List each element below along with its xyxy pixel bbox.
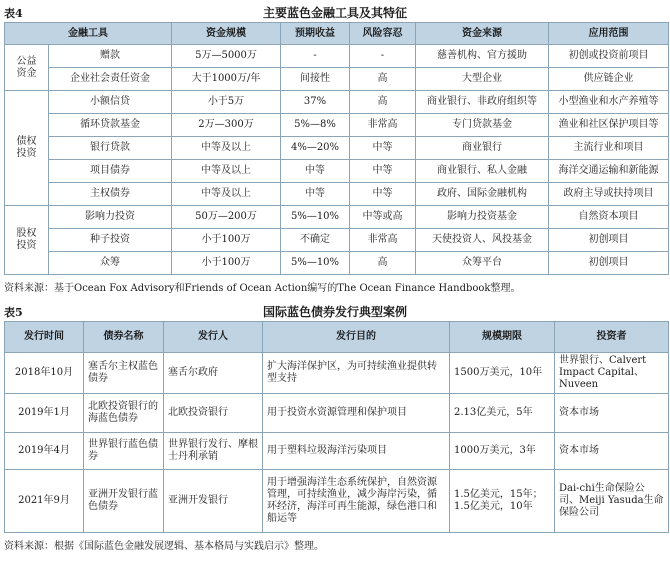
table-cell: 初创项目 (549, 252, 669, 275)
table-cell: 企业社会责任资金 (49, 68, 172, 91)
table-cell: 中等及以上 (172, 183, 281, 206)
table-cell: 2万—300万 (172, 114, 281, 137)
table-row (5, 252, 669, 275)
table-cell: 中等或高 (350, 206, 416, 229)
table-cell: Dai-chi生命保险公司、Meiji Yasuda生命保险公司 (555, 470, 669, 533)
table-cell: 渔业和社区保护项目等 (549, 114, 669, 137)
table-cell: 种子投资 (49, 229, 172, 252)
table-row (5, 160, 669, 183)
table-cell: 中等 (350, 183, 416, 206)
table-cell: 亚洲开发银行蓝色债券 (84, 470, 164, 533)
table-cell: 世界银行、Calvert Impact Capital、Nuveen (555, 353, 669, 394)
table-cell: 大于1000万/年 (172, 68, 281, 91)
table-cell: 不确定 (281, 229, 350, 252)
table-row (5, 229, 669, 252)
blue-finance-instruments-table (4, 22, 669, 275)
table-cell: 小于100万 (172, 229, 281, 252)
header-cell: 发行人 (164, 322, 263, 353)
table-row (5, 353, 669, 394)
header-cell: 金融工具 (5, 23, 172, 45)
table5-title-row (0, 299, 670, 321)
table-cell: 2019年4月 (5, 433, 84, 470)
table5-title: 国际蓝色债券发行典型案例 (262, 305, 407, 319)
table-cell: 世界银行发行、摩根士丹利承销 (164, 433, 263, 470)
table-cell: 用于增强海洋生态系统保护，自然资源管理，可持续渔业，减少海岸污染，循环经济，海洋可再生能源，绿色港口和船运等 (263, 470, 450, 533)
table-cell: 专门贷款基金 (416, 114, 549, 137)
table4-source-note: 资料来源：基于Ocean Fox Advisory和Friends of Ocean Action编写的The Ocean Finance Handbook整理。 (4, 283, 521, 294)
header-cell: 规模期限 (450, 322, 555, 353)
table-cell: 小于5万 (172, 91, 281, 114)
table-cell: 高 (350, 91, 416, 114)
table5-label: 表5 (4, 306, 23, 319)
blue-bond-cases-table (4, 321, 669, 533)
table-cell: 中等及以上 (172, 137, 281, 160)
category-cell: 股权投资 (5, 206, 49, 275)
table-row (5, 470, 669, 533)
header-cell: 预期收益 (281, 23, 350, 45)
table-cell: 5万—5000万 (172, 45, 281, 68)
table5-source-note: 资料来源：根据《国际蓝色金融发展逻辑、基本格局与实践启示》整理。 (4, 541, 324, 552)
table5-header-row (5, 322, 669, 353)
table-cell: 小于100万 (172, 252, 281, 275)
table-cell: 初创或投资前项目 (549, 45, 669, 68)
table-cell: 资本市场 (555, 394, 669, 433)
table-row (5, 91, 669, 114)
table-cell: 众筹 (49, 252, 172, 275)
table-cell: 2021年9月 (5, 470, 84, 533)
table-cell: 37% (281, 91, 350, 114)
table4-title-row (0, 0, 670, 22)
category-cell: 债权投资 (5, 91, 49, 206)
table-cell: 5%—10% (281, 206, 350, 229)
table-cell: 商业银行、非政府组织等 (416, 91, 549, 114)
table-cell: 中等及以上 (172, 160, 281, 183)
table-cell: 初创项目 (549, 229, 669, 252)
header-cell: 资金规模 (172, 23, 281, 45)
header-cell: 应用范围 (549, 23, 669, 45)
table-cell: 项目债券 (49, 160, 172, 183)
table-cell: 商业银行、私人金融 (416, 160, 549, 183)
table-cell: 2.13亿美元，5年 (450, 394, 555, 433)
table-cell: 高 (350, 68, 416, 91)
table-cell: 1500万美元，10年 (450, 353, 555, 394)
table-cell: 供应链企业 (549, 68, 669, 91)
header-cell: 投资者 (555, 322, 669, 353)
table4-header-row (5, 23, 669, 45)
table-cell: 北欧投资银行的海蓝色债券 (84, 394, 164, 433)
table4-title: 主要蓝色金融工具及其特征 (262, 6, 407, 20)
table-cell: 2019年1月 (5, 394, 84, 433)
table-row (5, 137, 669, 160)
table4-label: 表4 (4, 7, 23, 20)
table-cell: 亚洲开发银行 (164, 470, 263, 533)
table-cell: 扩大海洋保护区，为可持续渔业提供转型支持 (263, 353, 450, 394)
table-cell: 政府主导或扶持项目 (549, 183, 669, 206)
table-cell: 赠款 (49, 45, 172, 68)
category-cell: 公益资金 (5, 45, 49, 91)
table-cell: 循环贷款基金 (49, 114, 172, 137)
table-cell: 小型渔业和水产养殖等 (549, 91, 669, 114)
table-row (5, 68, 669, 91)
table-cell: 5%—8% (281, 114, 350, 137)
table-cell: 中等 (281, 183, 350, 206)
table-cell: 5%—10% (281, 252, 350, 275)
table-cell: 影响力投资 (49, 206, 172, 229)
table-cell: 世界银行蓝色债券 (84, 433, 164, 470)
table-cell: 1000万美元，3年 (450, 433, 555, 470)
table-cell: 塞舌尔政府 (164, 353, 263, 394)
table-cell: 50万—200万 (172, 206, 281, 229)
table-cell: 1.5亿美元，15年；1.5亿美元，10年 (450, 470, 555, 533)
table-cell: 高 (350, 252, 416, 275)
table-cell: - (350, 45, 416, 68)
table-cell: 众筹平台 (416, 252, 549, 275)
table-cell: 用于塑料垃圾海洋污染项目 (263, 433, 450, 470)
table-cell: 慈善机构、官方援助 (416, 45, 549, 68)
table-cell: 银行贷款 (49, 137, 172, 160)
table-row (5, 394, 669, 433)
table-cell: 北欧投资银行 (164, 394, 263, 433)
table-cell: 4%—20% (281, 137, 350, 160)
header-cell: 发行目的 (263, 322, 450, 353)
table-cell: 2018年10月 (5, 353, 84, 394)
header-cell: 发行时间 (5, 322, 84, 353)
table-row (5, 45, 669, 68)
table-row (5, 206, 669, 229)
table-cell: 影响力投资基金 (416, 206, 549, 229)
table-cell: 间接性 (281, 68, 350, 91)
table-cell: 中等 (281, 160, 350, 183)
table-cell: 非常高 (350, 229, 416, 252)
table-cell: 自然资本项目 (549, 206, 669, 229)
table-cell: 小额信贷 (49, 91, 172, 114)
table-row (5, 114, 669, 137)
table-row (5, 433, 669, 470)
table-cell: 主权债券 (49, 183, 172, 206)
header-cell: 资金来源 (416, 23, 549, 45)
table-cell: 中等 (350, 160, 416, 183)
table-cell: 天使投资人、风投基金 (416, 229, 549, 252)
table-cell: 塞舌尔主权蓝色债券 (84, 353, 164, 394)
table-row (5, 183, 669, 206)
table-cell: 用于投资水资源管理和保护项目 (263, 394, 450, 433)
table-cell: 资本市场 (555, 433, 669, 470)
table-cell: 海洋交通运输和新能源 (549, 160, 669, 183)
table-cell: 非常高 (350, 114, 416, 137)
table-cell: - (281, 45, 350, 68)
header-cell: 债券名称 (84, 322, 164, 353)
header-cell: 风险容忍 (350, 23, 416, 45)
table-cell: 商业银行 (416, 137, 549, 160)
table-cell: 中等 (350, 137, 416, 160)
table-cell: 主流行业和项目 (549, 137, 669, 160)
table-cell: 大型企业 (416, 68, 549, 91)
table-cell: 政府、国际金融机构 (416, 183, 549, 206)
